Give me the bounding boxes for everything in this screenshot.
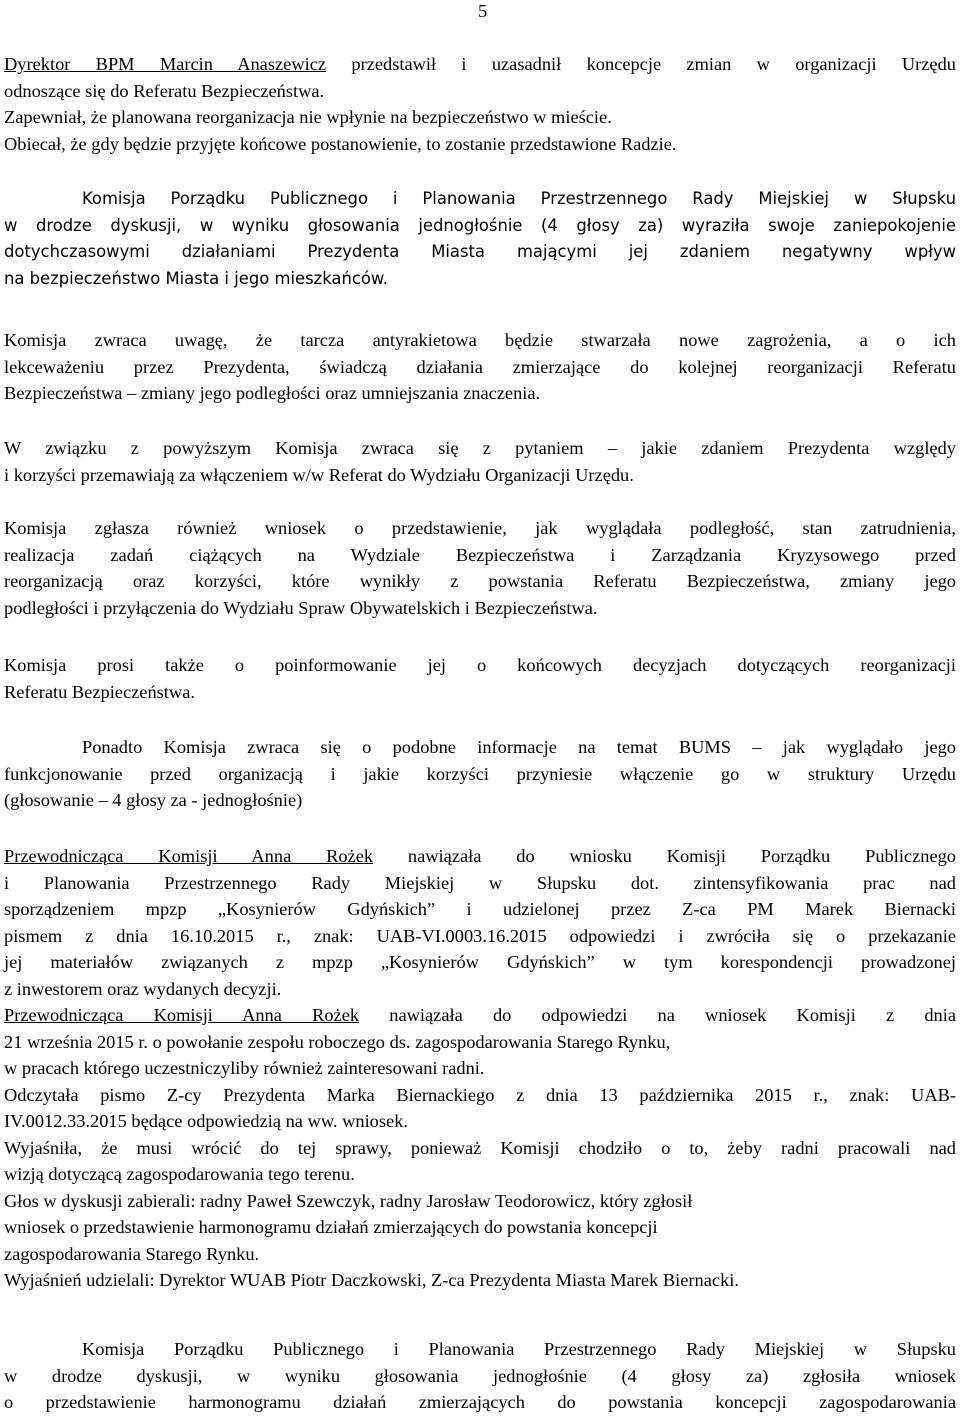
speaker-name: Dyrektor BPM Marcin Anaszewicz xyxy=(4,54,327,74)
text-line: Dyrektor BPM Marcin Anaszewicz przedstawił i uzasadnił koncepcje zmian w organizacji Urzędu xyxy=(4,54,956,74)
text-line: jej materiałów związanych z mpzp „Kosynierów Gdyńskich” w tym korespondencji prowadzonej xyxy=(4,952,956,972)
text-line: na bezpieczeństwo Miasta i jego mieszkańców. xyxy=(4,268,389,288)
text-line: Przewodnicząca Komisji Anna Rożek nawiązała do odpowiedzi na wniosek Komisji z dnia xyxy=(4,1005,956,1025)
paragraph-bums xyxy=(4,734,956,814)
text-line: Komisja Porządku Publicznego i Planowania Przestrzennego Rady Miejskiej w Słupsku xyxy=(82,189,956,208)
text-line: o przedstawienie harmonogramu działań zmierzających do powstania koncepcji zagospodarowania xyxy=(4,1392,956,1412)
text-line: Zapewniał, że planowana reorganizacja nie wpłynie na bezpieczeństwo w mieście. xyxy=(4,107,612,127)
text-line: i Planowania Przestrzennego Rady Miejskiej w Słupsku dot. zintensyfikowania prac nad xyxy=(4,872,956,893)
page-number: 5 xyxy=(478,1,488,21)
paragraph-chairwoman xyxy=(4,843,956,1294)
text-line: Bezpieczeństwa – zmiany jego podległości oraz umniejszania znaczenia. xyxy=(4,383,541,403)
text-line: odnoszące się do Referatu Bezpieczeństwa. xyxy=(4,80,325,101)
paragraph-decisions xyxy=(4,652,956,705)
text-line: zagospodarowania Starego Rynku. xyxy=(4,1243,260,1264)
text-line: Komisja zwraca uwagę, że tarcza antyrakietowa będzie stwarzała nowe zagrożenia, a o ich xyxy=(4,330,956,350)
text-line: IV.0012.33.2015 będące odpowiedzią na ww. wniosek. xyxy=(4,1111,408,1131)
text-line: Komisja prosi także o poinformowanie jej o końcowych decyzjach dotyczących reorganizacji xyxy=(4,655,956,675)
text-line: (głosowanie – 4 głosy za - jednogłośnie) xyxy=(4,790,303,810)
paragraph-missile-shield xyxy=(4,327,956,407)
speaker-name: Przewodnicząca Komisji Anna Rożek xyxy=(4,846,374,866)
text-line: funkcjonowanie przed organizacją i jakie korzyści przyniesie włączenie go w struktury Urzędu xyxy=(4,763,956,784)
text-line: Odczytała pismo Z-cy Prezydenta Marka Biernackiego z dnia 13 października 2015 r., znak: UAB- xyxy=(4,1084,956,1105)
text-line: pismem z dnia 16.10.2015 r., znak: UAB-VI.0003.16.2015 odpowiedzi i zwróciła się o przekazanie xyxy=(4,925,956,946)
text-line: wniosek o przedstawienie harmonogramu działań zmierzających do powstania koncepcji xyxy=(4,1217,658,1237)
text-line: Referatu Bezpieczeństwa. xyxy=(4,681,195,702)
paragraph-request xyxy=(4,515,956,621)
text-line: Głos w dyskusji zabierali: radny Paweł Szewczyk, radny Jarosław Teodorowicz, który zgłosił xyxy=(4,1190,693,1211)
text-line: reorganizacją oraz korzyści, które wynikły z powstania Referatu Bezpieczeństwa, zmiany jego xyxy=(4,571,956,591)
text-line: i korzyści przemawiają za włączeniem w/w Referat do Wydziału Organizacji Urzędu. xyxy=(4,464,634,485)
text-line: w drodze dyskusji, w wyniku głosowania jednogłośnie (4 głosy za) wyraziła swoje zaniepokojenie xyxy=(4,215,956,235)
text-line: Komisja Porządku Publicznego i Planowania Przestrzennego Rady Miejskiej w Słupsku xyxy=(82,1339,956,1359)
text-line: Przewodnicząca Komisji Anna Rożek nawiązała do wniosku Komisji Porządku Publicznego xyxy=(4,846,956,866)
paragraph-director-presentation xyxy=(4,51,956,157)
text-line: dotychczasowymi działaniami Prezydenta Miasta mającymi jej zdaniem negatywny wpływ xyxy=(4,242,956,261)
text-line: sporządzeniem mpzp „Kosynierów Gdyńskich” i udzielonej przez Z-ca PM Marek Biernacki xyxy=(4,899,956,919)
text-line: 21 września 2015 r. o powołanie zespołu roboczego ds. zagospodarowania Starego Rynku, xyxy=(4,1031,671,1052)
text-line: W związku z powyższym Komisja zwraca się z pytaniem – jakie zdaniem Prezydenta względy xyxy=(4,438,956,458)
text-line: z inwestorem oraz wydanych decyzji. xyxy=(4,978,282,999)
paragraph-commission-motion xyxy=(4,1336,956,1416)
text-line: podległości i przyłączenia do Wydziału Spraw Obywatelskich i Bezpieczeństwa. xyxy=(4,597,598,618)
paragraph-question xyxy=(4,435,956,488)
speaker-name: Przewodnicząca Komisji Anna Rożek xyxy=(4,1005,360,1025)
text-line: Komisja zgłasza również wniosek o przedstawienie, jak wyglądała podległość, stan zatrudnienia, xyxy=(4,518,956,538)
text-line: wizją dotyczącą zagospodarowania tego terenu. xyxy=(4,1164,355,1184)
text-line: Obiecał, że gdy będzie przyjęte końcowe postanowienie, to zostanie przedstawione Radzie. xyxy=(4,133,677,154)
text-line: Ponadto Komisja zwraca się o podobne informacje na temat BUMS – jak wyglądało jego xyxy=(82,737,956,757)
text-line: lekceważeniu przez Prezydenta, świadczą działania zmierzające do kolejnej reorganizacji Referatu xyxy=(4,356,956,377)
text-line: Wyjaśniła, że musi wrócić do tej sprawy, ponieważ Komisji chodziło o to, żeby radni pracowali nad xyxy=(4,1137,956,1158)
text-line: Wyjaśnień udzielali: Dyrektor WUAB Piotr Daczkowski, Z-ca Prezydenta Miasta Marek Biernacki. xyxy=(4,1270,739,1290)
text-line: w pracach którego uczestniczyliby również zainteresowani radni. xyxy=(4,1058,485,1078)
paragraph-commission-concern xyxy=(4,186,956,292)
text-line: w drodze dyskusji, w wyniku głosowania jednogłośnie (4 głosy za) zgłosiła wniosek xyxy=(4,1365,956,1386)
text-line: realizacja zadań ciążących na Wydziale Bezpieczeństwa i Zarządzania Kryzysowego przed xyxy=(4,544,956,565)
